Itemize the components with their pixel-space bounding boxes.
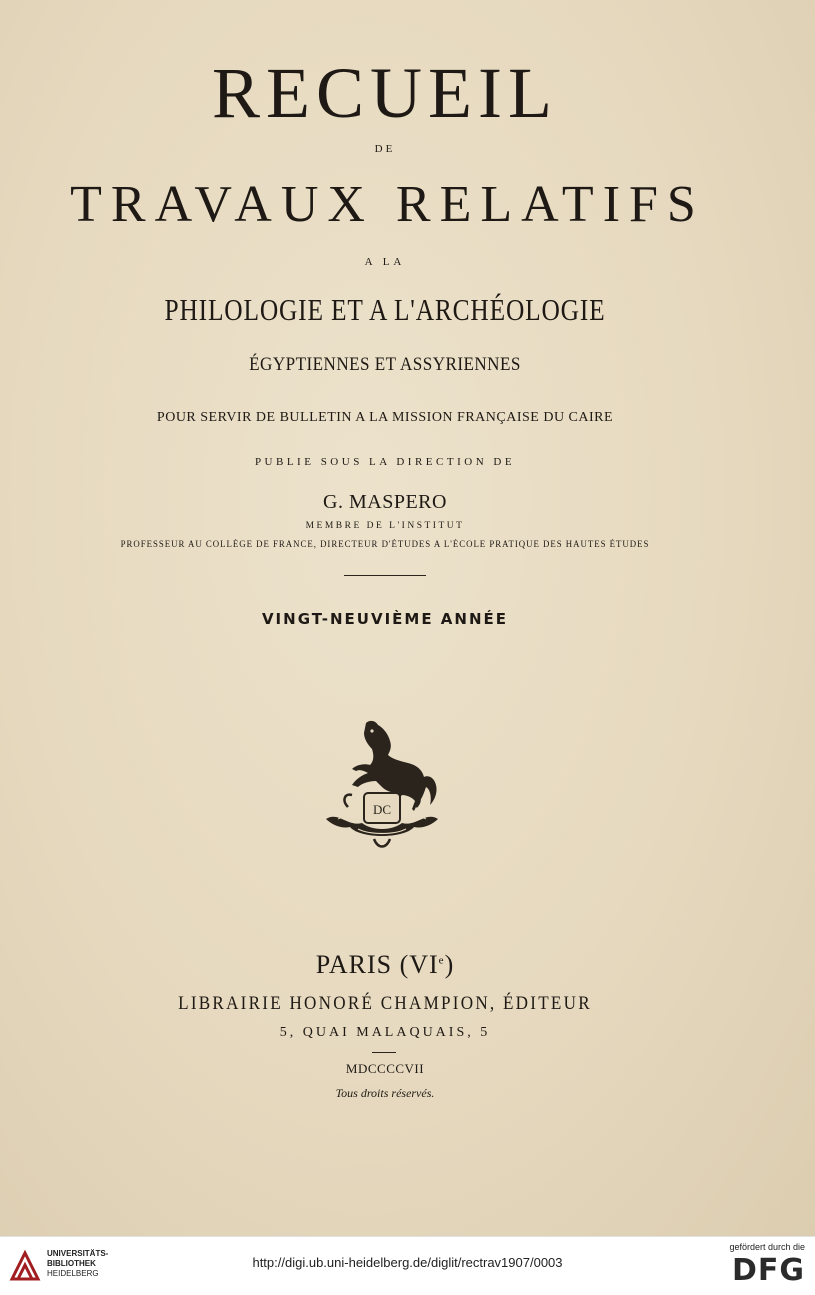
purpose-line: POUR SERVIR DE BULLETIN A LA MISSION FRANÇAISE DU CAIRE (156, 410, 614, 425)
imprint-city-name: PARIS (315, 950, 393, 979)
funding-label: gefördert durch die (729, 1242, 805, 1252)
viewer-footer (0, 1236, 815, 1295)
divider-rule (344, 575, 426, 576)
horse-crest-emblem-icon (318, 715, 446, 855)
divider-rule-small (372, 1052, 396, 1053)
library-line-1: UNIVERSITÄTS- (47, 1249, 109, 1258)
volume-year: VINGT-NEUVIÈME ANNÉE (261, 610, 509, 628)
dfg-logo[interactable]: DFG (731, 1253, 805, 1288)
direction-line: PUBLIE SOUS LA DIRECTION DE (254, 456, 516, 468)
rights-notice: Tous droits réservés. (335, 1086, 435, 1100)
imprint-arrondissement: (VI (399, 950, 439, 979)
publication-year: MDCCCCVII (345, 1061, 425, 1076)
editor-title-1: MEMBRE DE L'INSTITUT (305, 521, 465, 531)
permalink-url[interactable]: http://digi.ub.uni-heidelberg.de/diglit/rectrav1907/0003 (252, 1255, 563, 1270)
title-connector-de: DE (374, 143, 396, 155)
editor-title-2: PROFESSEUR AU COLLÈGE DE FRANCE, DIRECTEUR D'ÉTUDES A L'ÉCOLE PRATIQUE DES HAUTES ÉTUDES (120, 539, 650, 549)
main-title: RECUEIL (212, 53, 558, 133)
imprint-arrondissement-close: ) (444, 950, 455, 979)
library-line-3: HEIDELBERG (47, 1269, 99, 1278)
secondary-title: TRAVAUX RELATIFS (70, 176, 705, 233)
library-line-2: BIBLIOTHEK (47, 1259, 96, 1268)
editor-name: G. MASPERO (323, 491, 447, 513)
publisher-name: LIBRAIRIE HONORÉ CHAMPION, ÉDITEUR (178, 993, 592, 1014)
title-connector-a-la: A LA (364, 256, 406, 268)
subject-line: PHILOLOGIE ET A L'ARCHÉOLOGIE (164, 292, 606, 327)
subject-line-2: ÉGYPTIENNES ET ASSYRIENNES (249, 354, 521, 375)
publisher-address: 5, QUAI MALAQUAIS, 5 (279, 1025, 491, 1040)
imprint-city (0, 950, 770, 980)
imprint-arrondissement-sup: e (438, 954, 445, 967)
emblem-initials: DC (372, 802, 392, 817)
